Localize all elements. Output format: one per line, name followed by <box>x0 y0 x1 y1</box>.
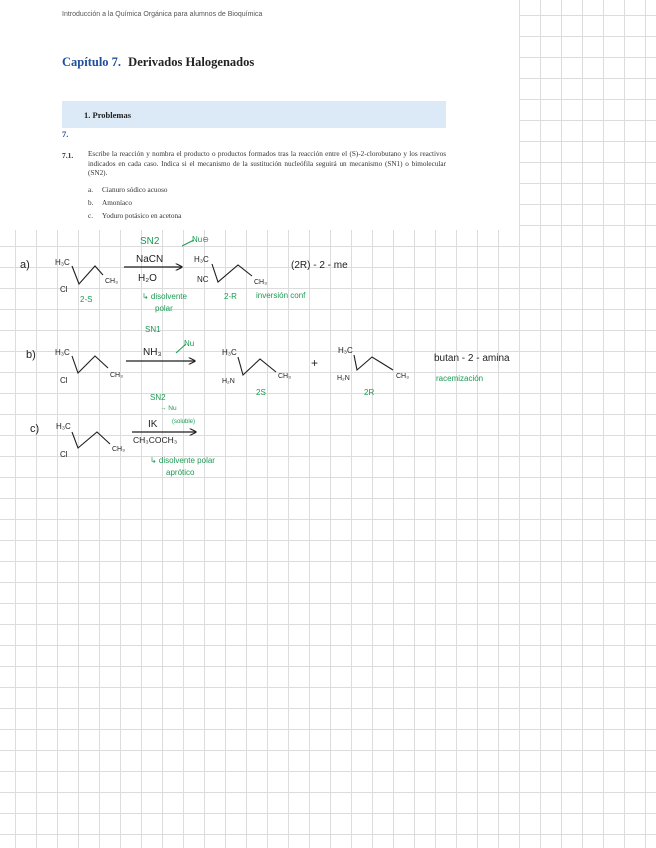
bond-skeleton <box>72 432 110 448</box>
config-label: 2R <box>364 388 375 397</box>
amino-label: H₂N <box>337 375 350 382</box>
part-b-product-1 <box>222 348 291 397</box>
nucleophile-note: Nu <box>184 339 195 348</box>
methyl-label: H₃C <box>338 346 353 355</box>
running-header: Introducción a la Química Orgánica para alumnos de Bioquímica <box>62 11 263 18</box>
solvent-note: ↳ disolvente <box>142 292 187 301</box>
config-label: 2-S <box>80 295 93 304</box>
product-name: (2R) - 2 - me <box>291 260 348 271</box>
nucleophile-pointer <box>176 344 186 353</box>
option-text: Amoníaco <box>102 199 132 207</box>
racemization-note: racemización <box>436 374 484 383</box>
methyl-label: CH₃ <box>254 279 267 286</box>
part-a-label: a) <box>20 259 30 271</box>
reagent-label: NH₃ <box>143 347 162 358</box>
part-b-reactant <box>55 348 123 385</box>
option-letter: a. <box>88 186 93 194</box>
methyl-label: H₃C <box>55 348 70 357</box>
part-b-product-2 <box>337 346 409 397</box>
reagent-label: IK <box>148 419 158 430</box>
config-label: 2-R <box>224 292 237 301</box>
solvent-note: ↳ disolvente polar <box>150 456 215 465</box>
mechanism-label: SN2 <box>150 393 166 402</box>
methyl-label: H₃C <box>222 348 237 357</box>
chapter-title: Derivados Halogenados <box>128 55 255 69</box>
chapter-number: Capítulo 7. <box>62 55 122 69</box>
methyl-label: CH₃ <box>278 373 291 380</box>
solvent-label: H₂O <box>138 273 157 284</box>
chloro-label: Cl <box>60 376 68 385</box>
section-bar-title: 1. Problemas <box>84 110 132 120</box>
part-b-label: b) <box>26 349 36 361</box>
nucleophile-note: Nu⊖ <box>192 235 209 244</box>
methyl-label: H₃C <box>194 255 209 264</box>
bond-skeleton <box>354 355 393 370</box>
part-c-reactant <box>56 422 125 459</box>
methyl-label: CH₃ <box>105 278 118 285</box>
chloro-label: Cl <box>60 285 68 294</box>
problem-text: Escribe la reacción y nombra el producto o productos formados tras la reacción entre el (S)-2-clorobutano y los reactivos indicados en cada caso. Indica si el mecanismo de la sustitución nucleófila seguirá un mecanismo (SN1) o bimolecular (SN2). <box>88 150 446 177</box>
product-name: butan - 2 - amina <box>434 353 510 364</box>
solvent-label: CH₃COCH₃ <box>133 435 178 445</box>
option-letter: b. <box>88 199 94 207</box>
part-c-label: c) <box>30 423 40 435</box>
methyl-label: H₃C <box>56 422 71 431</box>
solvent-note: polar <box>155 304 173 313</box>
reagent-label: NaCN <box>136 254 164 265</box>
bond-skeleton <box>212 264 252 282</box>
nucleophile-note: → Nu <box>160 405 177 412</box>
config-label: 2S <box>256 388 266 397</box>
mechanism-label: SN1 <box>145 325 161 334</box>
option-text: Yoduro potásico en acetona <box>102 212 182 220</box>
plus-sign: + <box>311 356 319 370</box>
methyl-label: H₃C <box>55 258 70 267</box>
amino-label: H₂N <box>222 378 235 385</box>
solvent-note: aprótico <box>166 468 195 477</box>
option-letter: c. <box>88 212 93 220</box>
mechanism-label: SN2 <box>140 236 160 247</box>
inversion-note: inversión conf <box>256 291 306 300</box>
part-a-product <box>194 255 306 301</box>
problem-number: 7.1. <box>62 151 74 160</box>
methyl-label: CH₃ <box>110 372 123 379</box>
chloro-label: Cl <box>60 450 68 459</box>
cyano-label: NC <box>197 275 209 284</box>
section-number: 7. <box>62 129 69 139</box>
reagent-note: (soluble) <box>172 419 196 425</box>
part-a-reactant <box>55 258 118 304</box>
methyl-label: CH₃ <box>112 446 125 453</box>
bond-skeleton <box>72 266 103 284</box>
option-text: Cianuro sódico acuoso <box>102 186 168 194</box>
bond-skeleton <box>72 356 108 373</box>
bond-skeleton <box>238 357 276 375</box>
methyl-label: CH₃ <box>396 373 409 380</box>
